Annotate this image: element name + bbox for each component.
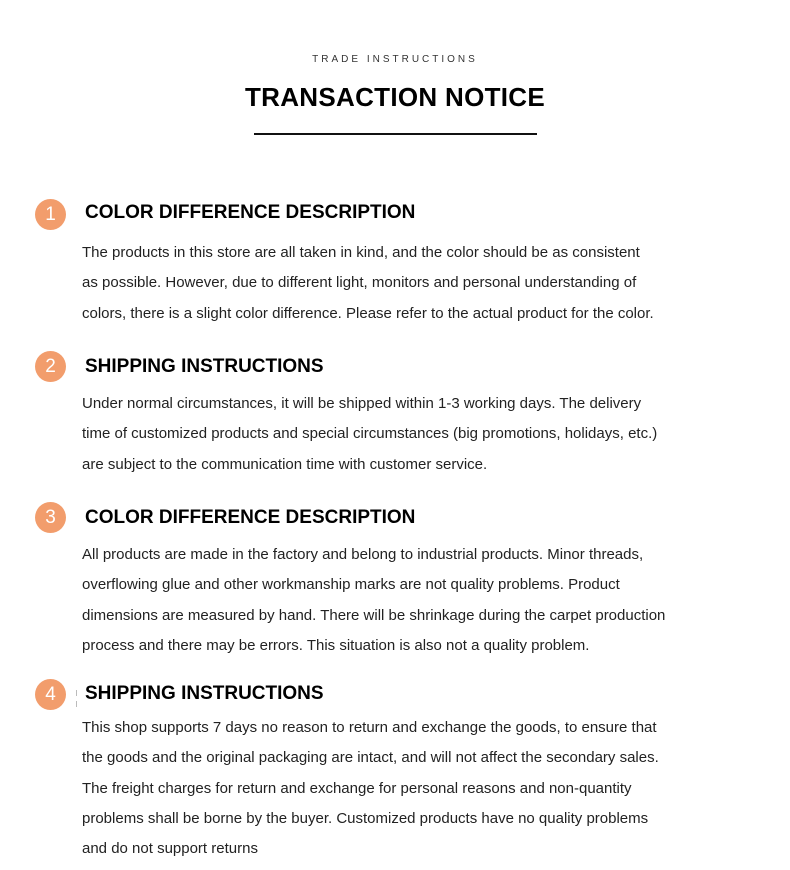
number-badge: 4 (35, 679, 66, 710)
title-underline (254, 133, 537, 135)
body-line: as possible. However, due to different light, monitors and personal understanding of (82, 274, 637, 292)
section-heading: SHIPPING INSTRUCTIONS (85, 683, 324, 704)
section-body (82, 713, 732, 864)
page-title: TRANSACTION NOTICE (244, 82, 546, 112)
section-body (82, 540, 732, 661)
body-line: the goods and the original packaging are intact, and will not affect the secondary sales. (82, 749, 659, 767)
number-badge: 1 (35, 199, 66, 230)
section-heading: SHIPPING INSTRUCTIONS (85, 356, 324, 377)
body-line: are subject to the communication time with customer service. (82, 455, 488, 473)
divider-tick (76, 690, 77, 696)
section-body (82, 238, 732, 329)
body-line: problems shall be borne by the buyer. Customized products have no quality problems (82, 809, 649, 827)
section-heading: COLOR DIFFERENCE DESCRIPTION (85, 202, 416, 223)
body-line: The freight charges for return and exchange for personal reasons and non-quantity (82, 779, 632, 797)
section-body (82, 389, 732, 480)
body-line: and do not support returns (82, 840, 258, 858)
number-badge: 2 (35, 351, 66, 382)
eyebrow-label: TRADE INSTRUCTIONS (312, 54, 478, 65)
body-line: dimensions are measured by hand. There will be shrinkage during the carpet production (82, 606, 666, 624)
body-line: Under normal circumstances, it will be shipped within 1-3 working days. The delivery (82, 395, 642, 412)
body-line: overflowing glue and other workmanship marks are not quality problems. Product (82, 576, 620, 594)
divider-tick (76, 701, 77, 707)
body-line: colors, there is a slight color difference. Please refer to the actual product for the color. (82, 304, 654, 322)
body-line: All products are made in the factory and belong to industrial products. Minor threads, (82, 546, 644, 563)
body-line: process and there may be errors. This situation is also not a quality problem. (82, 636, 590, 654)
body-line: The products in this store are all taken in kind, and the color should be as consistent (82, 244, 640, 261)
number-badge: 3 (35, 502, 66, 533)
body-line: This shop supports 7 days no reason to return and exchange the goods, to ensure that (82, 719, 657, 736)
section-heading: COLOR DIFFERENCE DESCRIPTION (85, 507, 416, 528)
body-line: time of customized products and special circumstances (big promotions, holidays, etc.) (82, 425, 658, 443)
